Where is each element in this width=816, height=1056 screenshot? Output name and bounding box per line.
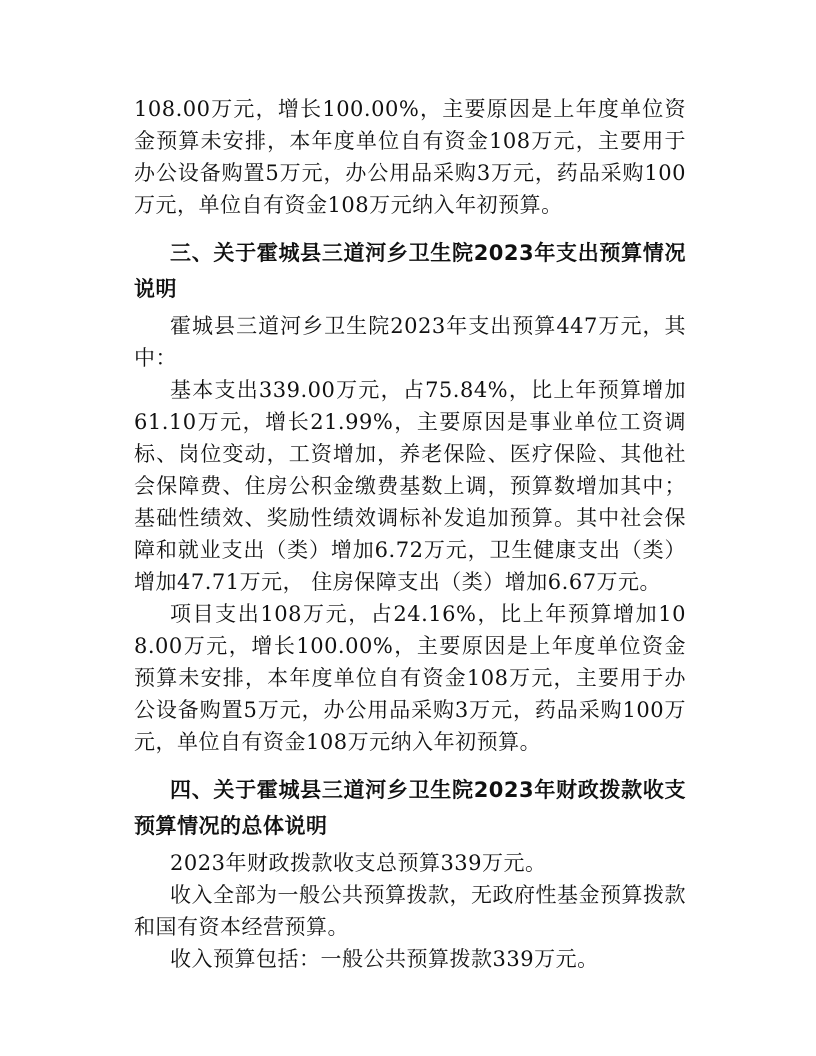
paragraph-fiscal-total: 2023年财政拨款收支总预算339万元。: [170, 851, 547, 875]
section-heading-4: 四、关于霍城县三道河乡卫生院2023年财政拨款收支预算情况的总体说明: [134, 778, 686, 838]
paragraph-project-expense: 项目支出108万元，占24.16%，比上年预算增加108.00万元，增长100.00%，主要原因是上年度单位资金预算未安排，本年度单位自有资金108万元，主要用于办公设备购置5万元，办公用品采购3万元，药品采购100万元，单位自有资金108万元纳入年初预算。: [134, 602, 686, 754]
document-page: [134, 93, 686, 975]
paragraph-income-source: 收入全部为一般公共预算拨款，无政府性基金预算拨款和国有资本经营预算。: [134, 883, 686, 939]
paragraph-project-continued: 108.00万元，增长100.00%，主要原因是上年度单位资金预算未安排，本年度单位自有资金108万元，主要用于办公设备购置5万元，办公用品采购3万元，药品采购100万元，单位自有资金108万元纳入年初预算。: [134, 97, 686, 217]
section-heading-3: 三、关于霍城县三道河乡卫生院2023年支出预算情况说明: [134, 241, 686, 301]
paragraph-expense-total: 霍城县三道河乡卫生院2023年支出预算447万元，其中：: [134, 314, 686, 370]
paragraph-basic-expense: 基本支出339.00万元，占75.84%，比上年预算增加61.10万元，增长21.99%，主要原因是事业单位工资调标、岗位变动，工资增加，养老保险、医疗保险、其他社会保障费、住房公积金缴费基数上调，预算数增加其中；基础性绩效、奖励性绩效调标补发追加预算。其中社会保障和就业支出（类）增加6.72万元，卫生健康支出（类）增加47.71万元， 住房保障支出（类）增加6.67万元。: [134, 378, 686, 594]
paragraph-income-detail: 收入预算包括：一般公共预算拨款339万元。: [170, 947, 599, 971]
